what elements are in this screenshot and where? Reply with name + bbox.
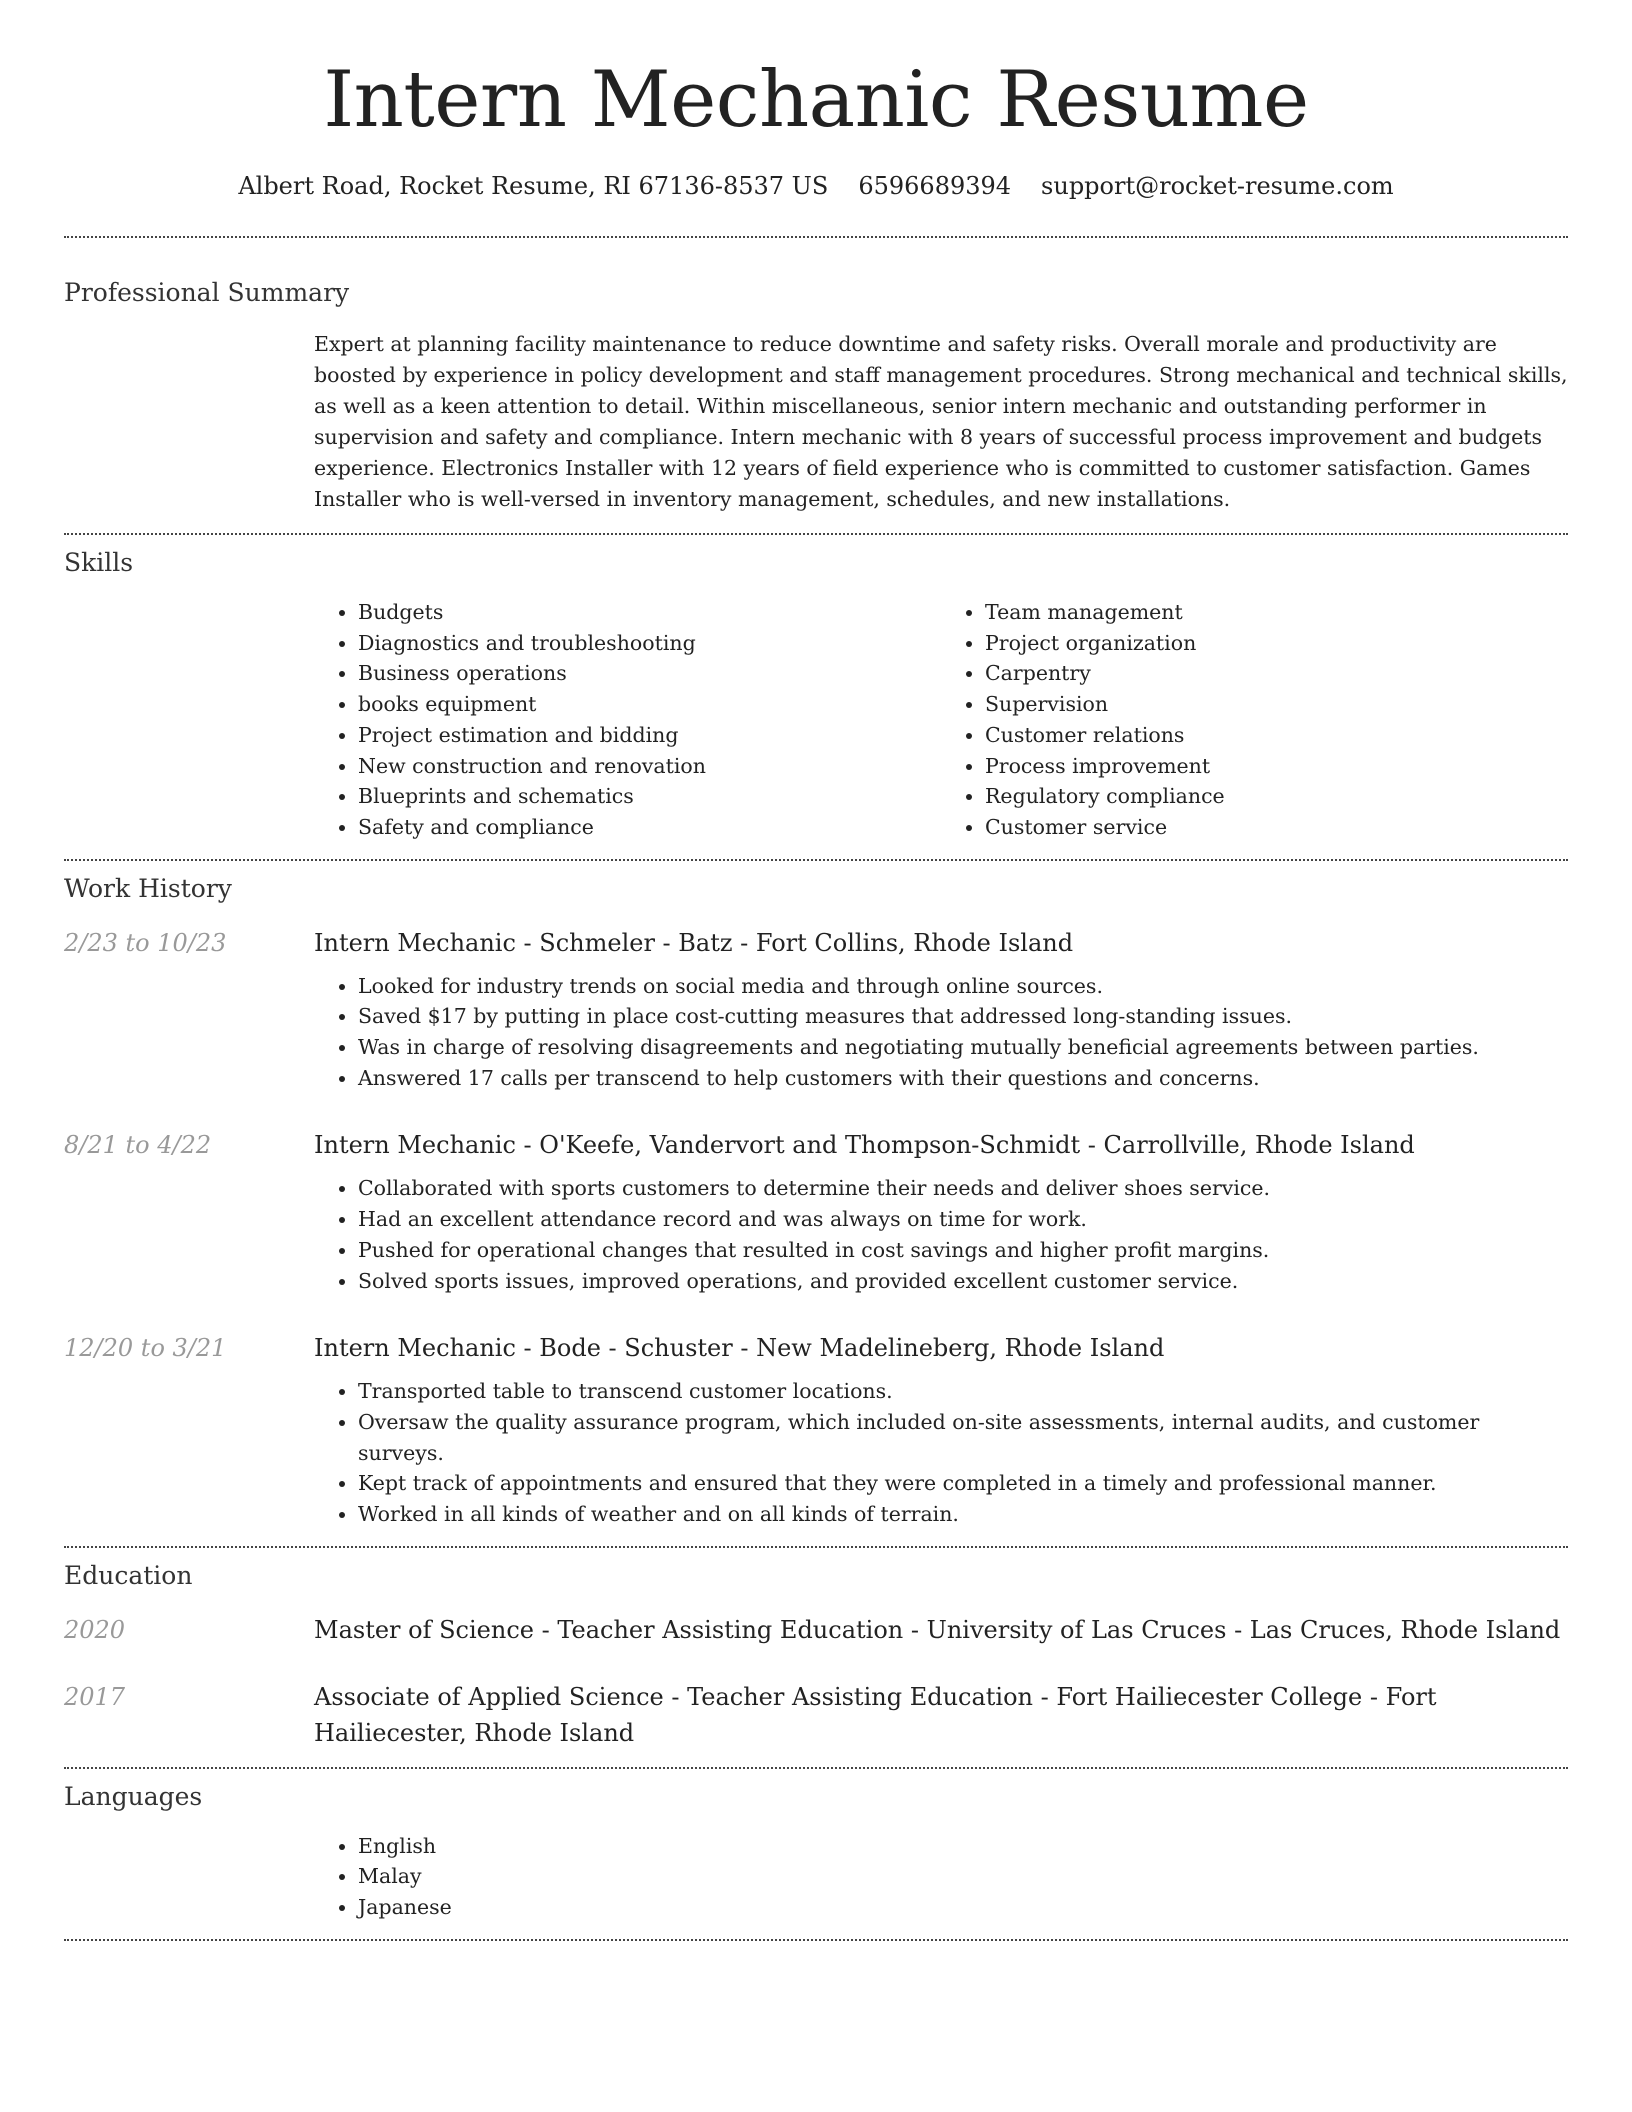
job-dates: 2/23 to 10/23 bbox=[64, 928, 227, 957]
skills-list-left bbox=[314, 597, 941, 843]
skills-heading: Skills bbox=[64, 548, 134, 577]
summary-section bbox=[64, 238, 1568, 515]
job-bullet: • Solved sports issues, improved operations, and provided excellent customer service. bbox=[358, 1266, 1568, 1297]
job-heading: Intern Mechanic - Bode - Schuster - New Madelineberg, Rhode Island bbox=[314, 1334, 1165, 1363]
education-year: 2020 bbox=[64, 1615, 126, 1644]
job-bullet: • Transported table to transcend customer locations. bbox=[358, 1376, 1568, 1407]
education-heading: Education bbox=[64, 1560, 193, 1590]
languages-heading: Languages bbox=[64, 1781, 203, 1811]
skill-item: • Project organization bbox=[985, 628, 1568, 659]
skill-item: • Diagnostics and troubleshooting bbox=[358, 628, 941, 659]
skill-item: • Customer relations bbox=[985, 720, 1568, 751]
job-entry bbox=[64, 1330, 1568, 1530]
skill-item: • New construction and renovation bbox=[358, 751, 941, 782]
divider bbox=[64, 1939, 1568, 1941]
job-bullets bbox=[314, 1173, 1568, 1296]
education-heading-text bbox=[314, 1679, 1568, 1751]
job-bullet: • Oversaw the quality assurance program, which included on-site assessments, internal audits, and customer surveys. bbox=[358, 1407, 1568, 1468]
contact-phone: 6596689394 bbox=[858, 172, 1012, 200]
job-dates: 8/21 to 4/22 bbox=[64, 1131, 212, 1160]
education-degree: Associate of Applied Science - Teacher Assisting Education bbox=[314, 1682, 1034, 1711]
job-heading: Intern Mechanic - Schmeler - Batz - Fort Collins, Rhode Island bbox=[314, 928, 1074, 957]
skill-item: • Carpentry bbox=[985, 658, 1568, 689]
job-bullet: • Pushed for operational changes that resulted in cost savings and higher profit margins. bbox=[358, 1235, 1568, 1266]
skill-item: • books equipment bbox=[358, 689, 941, 720]
contact-line bbox=[64, 170, 1568, 202]
work-section bbox=[64, 861, 1568, 1530]
job-bullets bbox=[314, 971, 1568, 1094]
job-bullets bbox=[314, 1376, 1568, 1530]
education-school: - University of Las Cruces - Las Cruces, Rhode Island bbox=[903, 1615, 1561, 1644]
job-dates: 12/20 to 3/21 bbox=[64, 1334, 227, 1363]
job-bullet: • Was in charge of resolving disagreements and negotiating mutually beneficial agreements between parties. bbox=[358, 1032, 1568, 1063]
resume-page bbox=[64, 0, 1568, 1941]
education-school: - Fort Hailiecester College - Fort Hailiecester, Rhode Island bbox=[314, 1682, 1437, 1747]
job-bullet: • Looked for industry trends on social media and through online sources. bbox=[358, 971, 1568, 1002]
skill-item: • Blueprints and schematics bbox=[358, 781, 941, 812]
skill-item: • Customer service bbox=[985, 812, 1568, 843]
resume-title: Intern Mechanic Resume bbox=[323, 55, 1309, 145]
skill-item: • Project estimation and bidding bbox=[358, 720, 941, 751]
education-entry bbox=[64, 1679, 1568, 1751]
education-year: 2017 bbox=[64, 1682, 126, 1711]
skill-item: • Budgets bbox=[358, 597, 941, 628]
skill-item: • Business operations bbox=[358, 658, 941, 689]
language-item: • English bbox=[358, 1831, 1568, 1862]
job-bullet: • Answered 17 calls per transcend to help customers with their questions and concerns. bbox=[358, 1063, 1568, 1094]
skill-item: • Regulatory compliance bbox=[985, 781, 1568, 812]
skill-item: • Supervision bbox=[985, 689, 1568, 720]
languages-list bbox=[314, 1831, 1568, 1923]
job-bullet: • Saved $17 by putting in place cost-cutting measures that addressed long-standing issues. bbox=[358, 1001, 1568, 1032]
skills-section bbox=[64, 535, 1568, 843]
language-item: • Japanese bbox=[358, 1892, 1568, 1923]
skills-grid bbox=[314, 597, 1568, 843]
language-item: • Malay bbox=[358, 1861, 1568, 1892]
job-bullet: • Collaborated with sports customers to determine their needs and deliver shoes service. bbox=[358, 1173, 1568, 1204]
languages-section bbox=[64, 1769, 1568, 1923]
contact-address: Albert Road, Rocket Resume, RI 67136-8537 US bbox=[238, 172, 829, 200]
work-heading: Work History bbox=[64, 873, 232, 903]
job-bullet: • Worked in all kinds of weather and on all kinds of terrain. bbox=[358, 1499, 1568, 1530]
education-section bbox=[64, 1548, 1568, 1751]
skill-item: • Process improvement bbox=[985, 751, 1568, 782]
education-entry bbox=[64, 1612, 1568, 1648]
job-bullet: • Kept track of appointments and ensured that they were completed in a timely and professional manner. bbox=[358, 1468, 1568, 1499]
contact-email: support@rocket-resume.com bbox=[1041, 172, 1394, 200]
job-entry bbox=[64, 1127, 1568, 1296]
skill-item: • Team management bbox=[985, 597, 1568, 628]
summary-heading: Professional Summary bbox=[64, 278, 350, 307]
skills-list-right bbox=[941, 597, 1568, 843]
job-entry bbox=[64, 925, 1568, 1094]
job-heading: Intern Mechanic - O'Keefe, Vandervort and Thompson-Schmidt - Carrollville, Rhode Island bbox=[314, 1131, 1415, 1160]
job-bullet: • Had an excellent attendance record and was always on time for work. bbox=[358, 1204, 1568, 1235]
education-degree: Master of Science - Teacher Assisting Education bbox=[314, 1615, 904, 1644]
skill-item: • Safety and compliance bbox=[358, 812, 941, 843]
education-heading-text bbox=[314, 1612, 1568, 1648]
summary-text: Expert at planning facility maintenance to reduce downtime and safety risks. Overall morale and productivity are boosted by experience in policy development and staff management procedures. Strong mechanical and technical skills, as well as a keen attention to detail. Within miscellaneous, senior intern mechanic and outstanding performer in supervision and safety and compliance. Intern mechanic with 8 years of successful process improvement and budgets experience. Electronics Installer with 12 years of field experience who is committed to customer satisfaction. Games Installer who is well-versed in inventory management, schedules, and new installations. bbox=[314, 332, 1568, 511]
